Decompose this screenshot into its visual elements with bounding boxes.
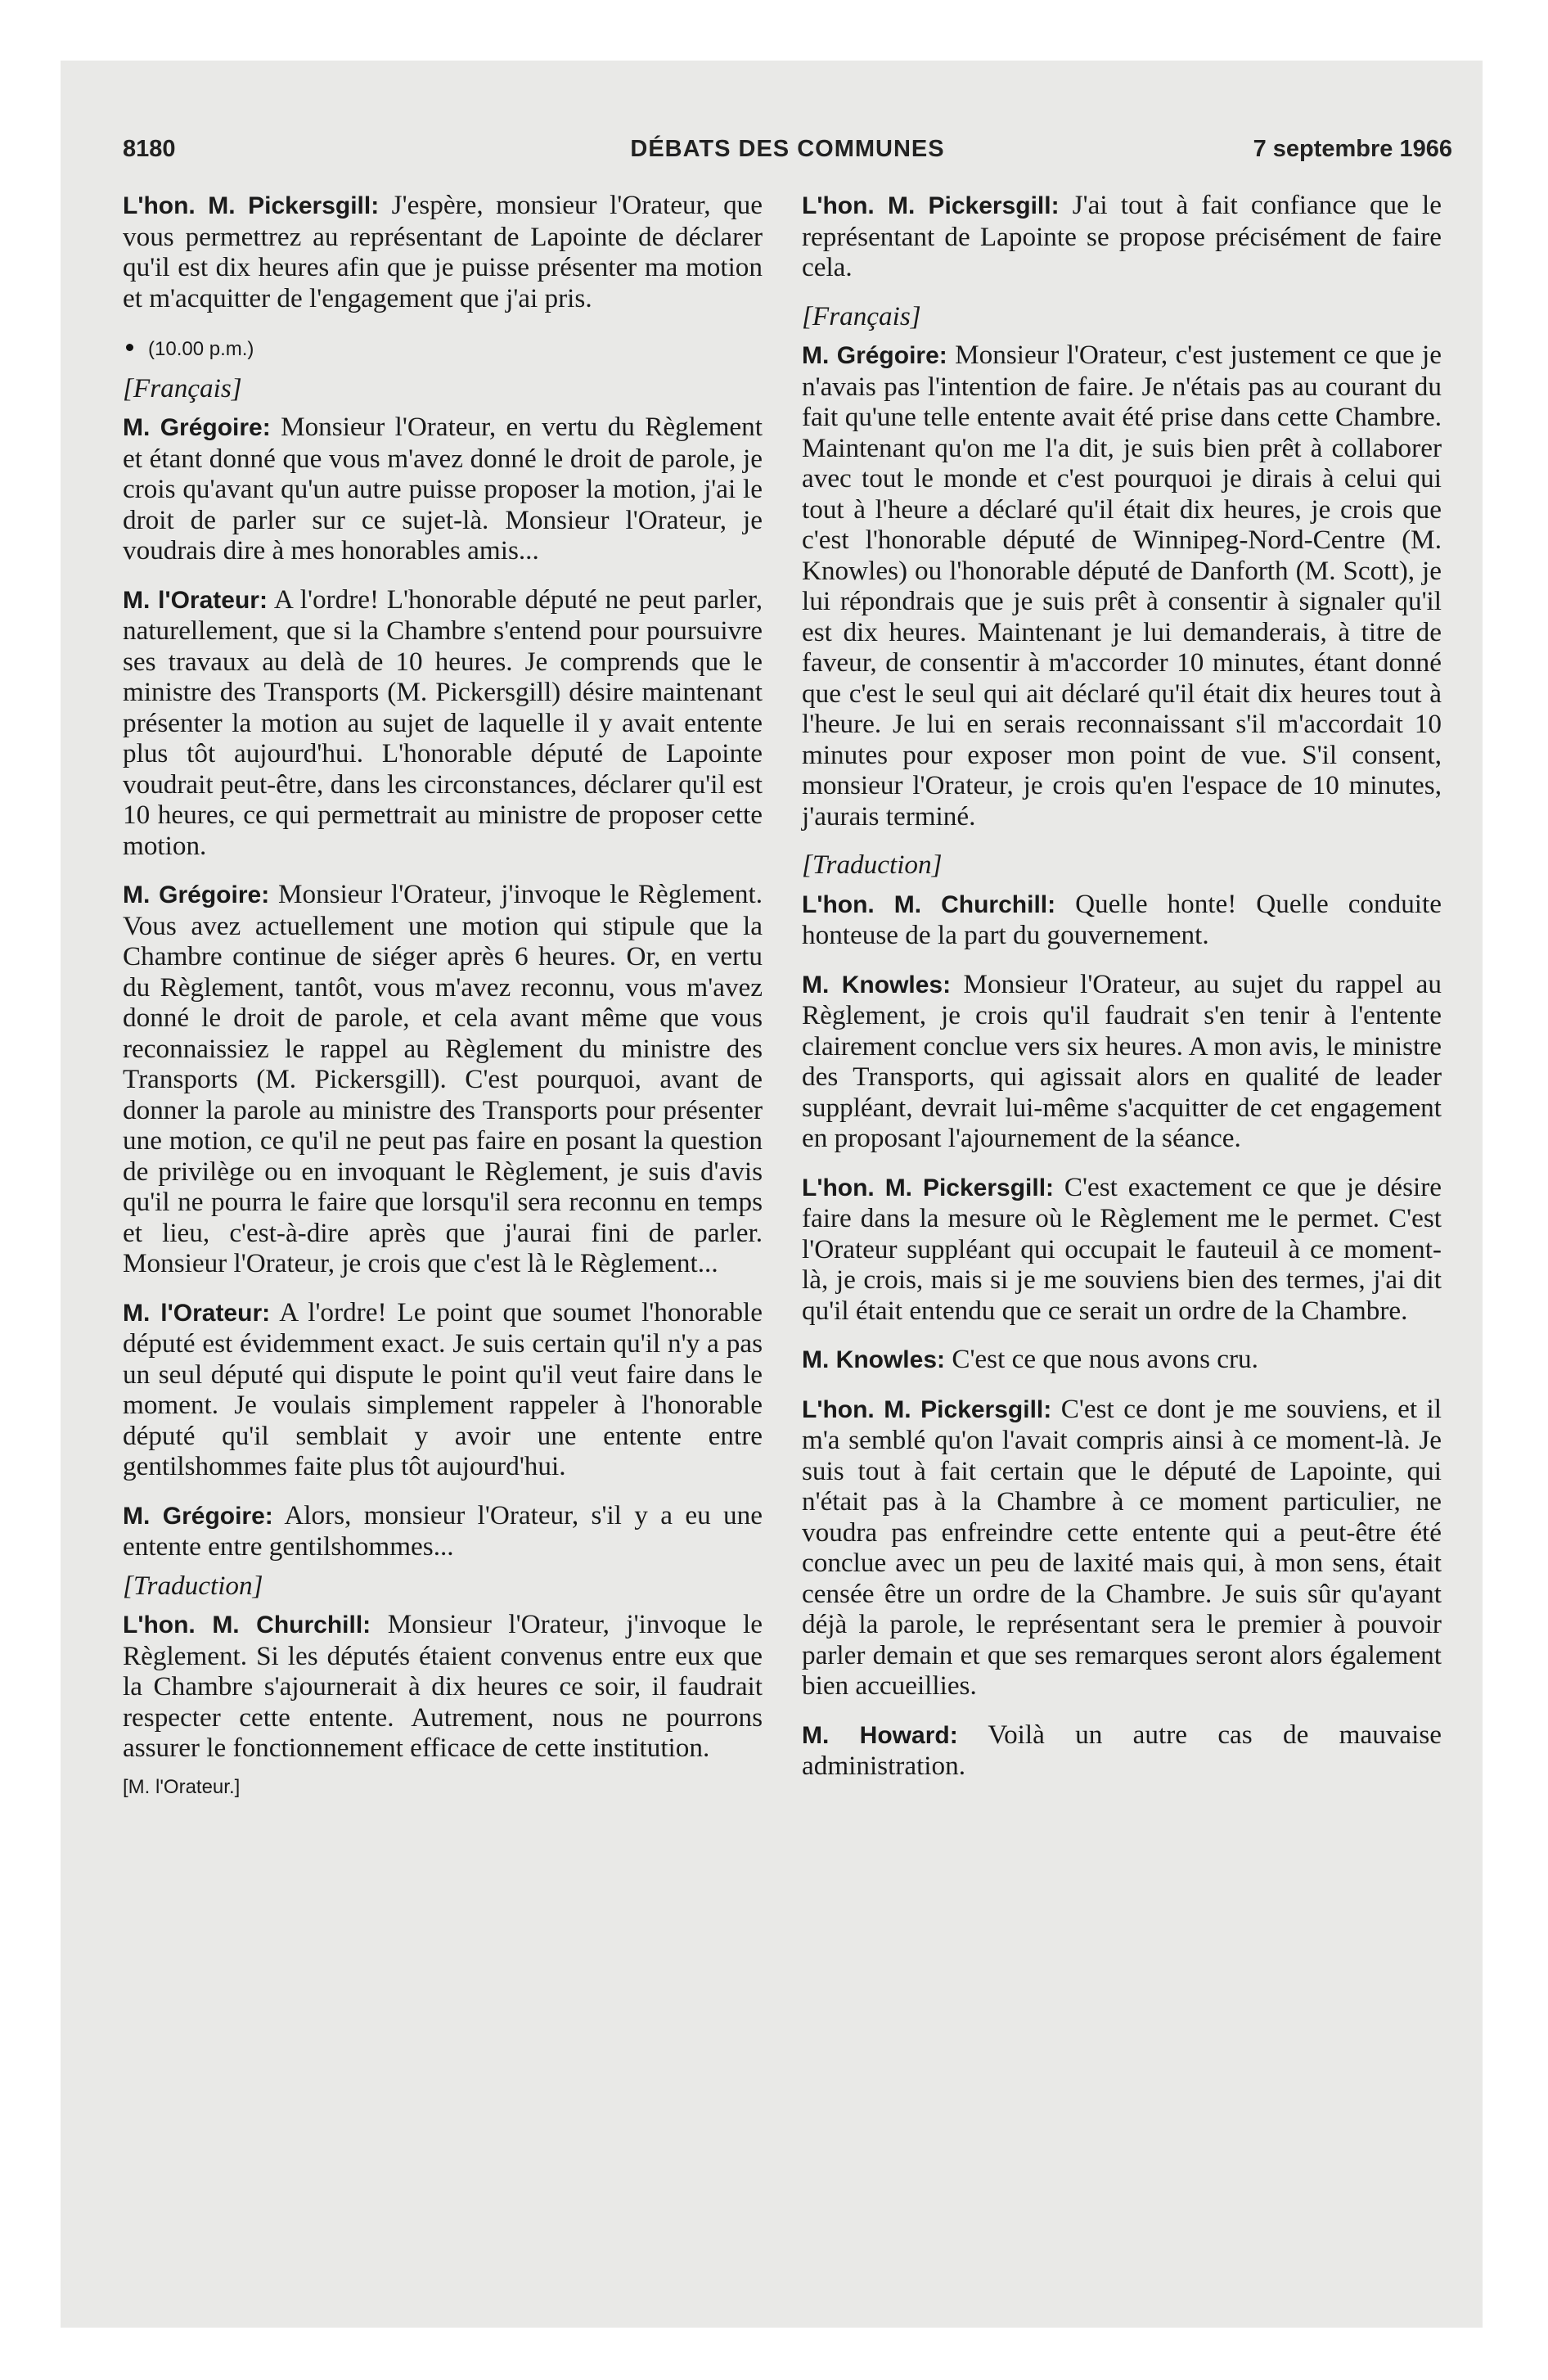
right-column xyxy=(802,190,1442,1800)
publication-title: DÉBATS DES COMMUNES xyxy=(630,136,945,162)
speaker-name: M. Grégoire: xyxy=(123,414,271,441)
speaker-name: L'hon. M. Churchill: xyxy=(802,890,1056,918)
speaker-name: M. Knowles: xyxy=(802,1346,946,1373)
bullet-icon xyxy=(126,344,133,351)
paragraph xyxy=(802,969,1442,1154)
speech-text: Quelle honte! Quelle conduite honteuse de la part du gouvernement. xyxy=(802,888,1442,950)
speech-text: A l'ordre! Le point que soumet l'honorable député est évidemment exact. Je suis certain qu'il n'y a pas un seul député qui dispute le point qu'il veut faire dans le moment. Je voulais simplement rappeler à l'honorable député qu'il semblait y avoir une entente entre gentilshommes faite plus tôt aujourd'hui. xyxy=(123,1296,763,1481)
speech-text: Monsieur l'Orateur, en vertu du Règlement et étant donné que vous m'avez donné le droit de parole, je crois qu'avant qu'un autre puisse proposer la motion, j'ai le droit de parler sur ce sujet-là. Monsieur l'Orateur, je voudrais dire à mes honorables amis... xyxy=(123,412,763,566)
speech-text: A l'ordre! L'honorable député ne peut parler, naturellement, que si la Chambre s'entend pour poursuivre ses travaux au delà de 10 heures. Je comprends que le ministre des Transports (M. Pickersgill) désire maintenant présenter la motion au sujet de laquelle il y avait entente plus tôt aujourd'hui. L'honorable député de Lapointe voudrait peut-être, dans les circonstances, déclarer qu'il est 10 heures, ce qui permettrait au ministre de proposer cette motion. xyxy=(123,584,763,861)
speaker-name: M. l'Orateur: xyxy=(123,586,268,614)
page-header xyxy=(123,136,1452,174)
language-marker: [Français] xyxy=(123,372,242,403)
language-marker: [Français] xyxy=(802,300,921,331)
language-marker: [Traduction] xyxy=(123,1570,263,1601)
paragraph xyxy=(123,190,763,313)
column-footer: [M. l'Orateur.] xyxy=(123,1775,241,1798)
paragraph xyxy=(123,412,763,566)
paragraph xyxy=(123,1609,763,1764)
paragraph xyxy=(802,1720,1442,1782)
speech-text: C'est exactement ce que je désire faire dans la mesure où le Règlement me le permet. C'est l'Orateur suppléant qui occupait le fauteuil à ce moment-là, je crois, mais si je me souviens bien des termes, j'ai dit qu'il était entendu que ce serait un ordre de la Chambre. xyxy=(802,1171,1442,1326)
speech-text: Monsieur l'Orateur, au sujet du rappel au Règlement, je crois qu'il faudrait s'en tenir à l'entente clairement conclue vers six heures. A mon avis, le ministre des Transports, qui agissait alors en qualité de leader suppléant, devrait lui-même s'acquitter de cet engagement en proposant l'ajournement de la séance. xyxy=(802,968,1442,1153)
speech-text: C'est ce que nous avons cru. xyxy=(945,1344,1258,1374)
speaker-name: L'hon. M. Pickersgill: xyxy=(123,192,380,219)
speaker-name: L'hon. M. Pickersgill: xyxy=(802,1395,1052,1423)
speech-text: Monsieur l'Orateur, j'invoque le Règlement. Si les députés étaient convenus entre eux que la Chambre s'ajournerait à dix heures ce soir, il faudrait respecter cette entente. Autrement, nous ne pourrons assurer le fonctionnement efficace de cette institution. xyxy=(123,1609,763,1763)
speech-text: Voilà un autre cas de mauvaise administration. xyxy=(802,1719,1442,1781)
speech-text: Alors, monsieur l'Orateur, s'il y a eu une entente entre gentilshommes... xyxy=(123,1499,763,1562)
language-marker: [Traduction] xyxy=(802,850,943,880)
speech-text: Monsieur l'Orateur, j'invoque le Règlement. Vous avez actuellement une motion qui stipule que la Chambre continue de siéger après 6 heures. Or, en vertu du Règlement, tantôt, vous m'avez reconnu, vous m'avez donné le droit de parole, et cela avant même que vous reconnaissiez le rappel au Règlement du ministre des Transports (M. Pickersgill). C'est pourquoi, avant de donner la parole au ministre des Transports pour présenter une motion, ce qu'il ne peut pas faire en posant la question de privilège ou en invoquant le Règlement, je suis d'avis qu'il ne pourra le faire que lorsqu'il sera reconnu en temps et lieu, c'est-à-dire après que j'aurai fini de parler. Monsieur l'Orateur, je crois que c'est là le Règlement... xyxy=(123,879,763,1278)
paragraph xyxy=(802,889,1442,951)
page-date: 7 septembre 1966 xyxy=(1253,136,1452,162)
paragraph xyxy=(802,1344,1442,1376)
speaker-name: M. Grégoire: xyxy=(802,342,947,369)
paragraph xyxy=(802,1394,1442,1702)
speaker-name: M. Grégoire: xyxy=(123,1502,273,1530)
speech-text: J'espère, monsieur l'Orateur, que vous permettrez au représentant de Lapointe de déclarer qu'il est dix heures afin que je puisse présenter ma motion et m'acquitter de l'engagement que j'ai pris. xyxy=(123,190,763,313)
paragraph xyxy=(802,1172,1442,1327)
paragraph xyxy=(123,1500,763,1562)
page-number: 8180 xyxy=(123,136,176,162)
speaker-name: L'hon. M. Churchill: xyxy=(123,1611,371,1639)
paragraph xyxy=(123,879,763,1279)
speech-text: C'est ce dont je me souviens, et il m'a semblé qu'on l'avait compris ainsi à ce moment-là. Je suis tout à fait certain que le député de Lapointe, qui n'était pas à la Chambre à ce moment particulier, ne voudra pas enfreindre cette entente qui a peut-être été conclue avec un peu de laxité mais qui, à mon sens, était censée être un ordre de la Chambre. Je suis sûr qu'ayant déjà la parole, le représentant sera le premier à pouvoir parler demain et que ses remarques seront alors également bien accueillies. xyxy=(802,1393,1442,1701)
speaker-name: L'hon. M. Pickersgill: xyxy=(802,1174,1055,1201)
time-text: (10.00 p.m.) xyxy=(148,338,254,360)
speaker-name: M. Grégoire: xyxy=(123,881,270,908)
left-column xyxy=(123,190,763,1820)
paragraph xyxy=(123,584,763,862)
speaker-name: M. l'Orateur: xyxy=(123,1299,271,1327)
paragraph xyxy=(123,1297,763,1482)
paragraph xyxy=(802,340,1442,832)
speaker-name: L'hon. M. Pickersgill: xyxy=(802,192,1060,219)
speaker-name: M. Knowles: xyxy=(802,971,952,998)
speaker-name: M. Howard: xyxy=(802,1721,958,1749)
time-marker xyxy=(123,331,763,365)
speech-text: Monsieur l'Orateur, c'est justement ce que je n'avais pas l'intention de faire. Je n'étais pas au courant du fait qu'une telle entente avait été prise dans cette Chambre. Maintenant qu'on me l'a dit, je suis bien prêt à collaborer avec tout le monde et c'est pourquoi je dirais à celui qui tout à l'heure a déclaré qu'il était dix heures, je crois que c'est l'honorable député de Winnipeg-Nord-Centre (M. Knowles) ou l'honorable député de Danforth (M. Scott), je lui répondrais que je suis prêt à consentir à signaler qu'il est dix heures. Maintenant je lui demanderais, à titre de faveur, de consentir à m'accorder 10 minutes, étant donné que c'est le seul qui ait déclaré qu'il était dix heures tout à l'heure. Je lui en serais reconnaissant s'il m'accordait 10 minutes pour exposer mon point de vue. S'il consent, monsieur l'Orateur, je crois qu'en l'espace de 10 minutes, j'aurais terminé. xyxy=(802,340,1442,832)
speech-text: J'ai tout à fait confiance que le représentant de Lapointe se propose précisément de faire cela. xyxy=(802,190,1442,282)
paragraph xyxy=(802,190,1442,283)
